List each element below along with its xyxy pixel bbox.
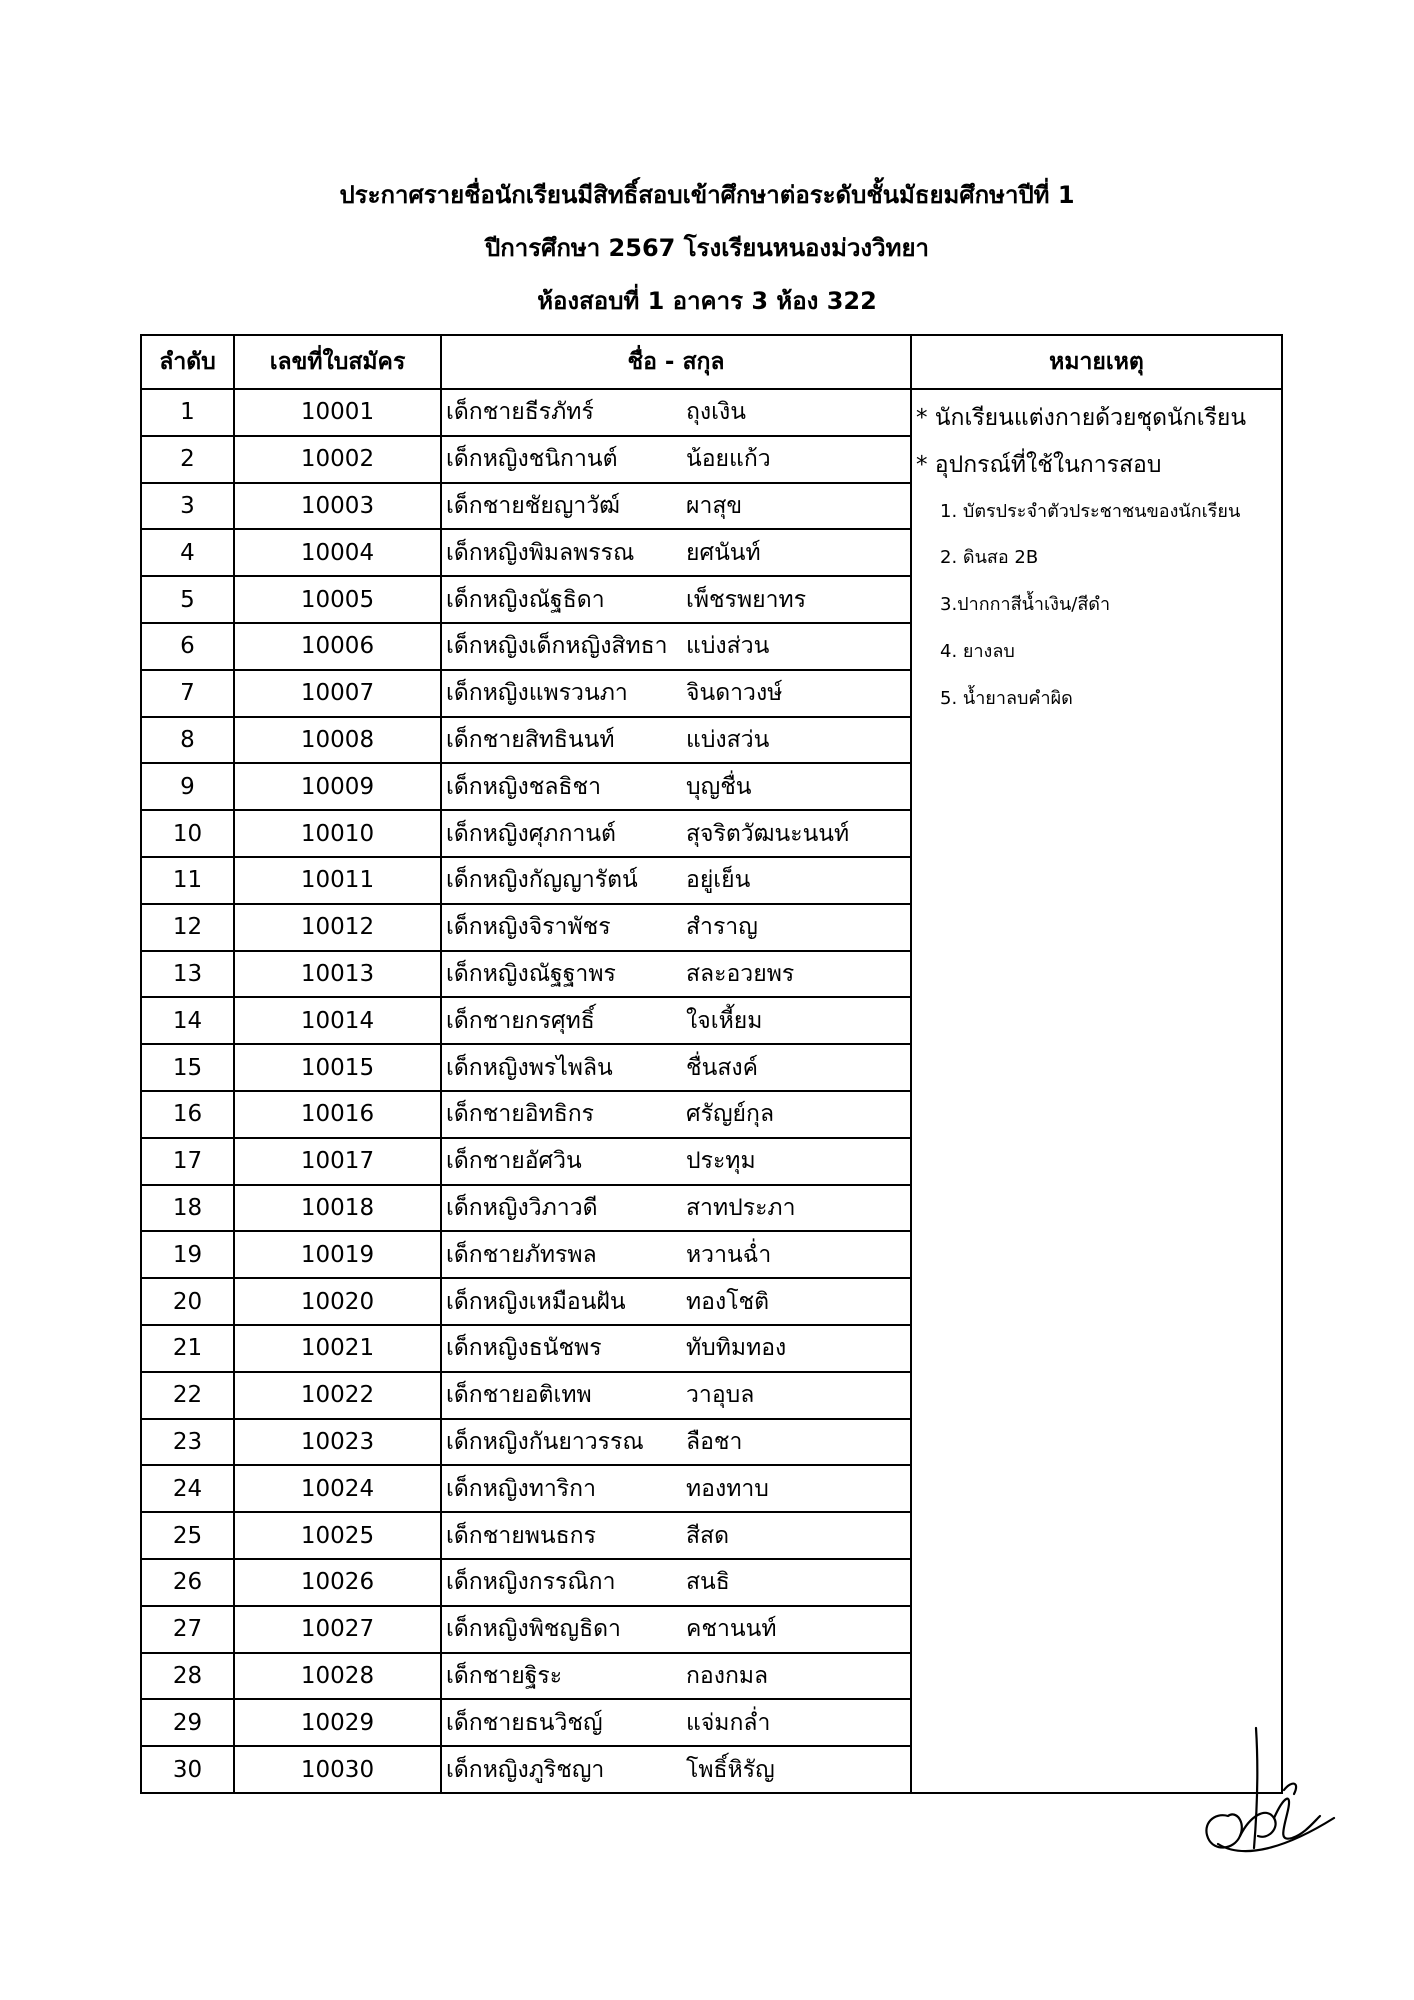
student-last-name: ชื่นสงค์ xyxy=(686,1054,758,1081)
student-first-name: เด็กชายอติเทพ xyxy=(446,1382,592,1409)
student-first-name: เด็กหญิงชนิกานต์ xyxy=(446,446,618,473)
row-order-number: 28 xyxy=(141,1653,234,1700)
row-full-name xyxy=(441,1091,911,1138)
student-first-name: เด็กหญิงทาริกา xyxy=(446,1475,596,1502)
row-application-number: 10004 xyxy=(234,529,441,576)
student-last-name: คชานนท์ xyxy=(686,1616,777,1643)
student-last-name: สาทประภา xyxy=(686,1194,796,1221)
row-application-number: 10024 xyxy=(234,1465,441,1512)
student-last-name: ผาสุข xyxy=(686,492,743,519)
row-order-number: 7 xyxy=(141,670,234,717)
row-full-name xyxy=(441,576,911,623)
row-full-name xyxy=(441,717,911,764)
row-application-number: 10007 xyxy=(234,670,441,717)
row-order-number: 17 xyxy=(141,1138,234,1185)
row-full-name xyxy=(441,1044,911,1091)
row-order-number: 2 xyxy=(141,436,234,483)
student-last-name: สีสด xyxy=(686,1522,730,1549)
remark-equipment-item: 4. ยางลบ xyxy=(940,641,1015,662)
student-last-name: บุญชื่น xyxy=(686,773,752,800)
row-application-number: 10030 xyxy=(234,1746,441,1793)
row-full-name xyxy=(441,951,911,998)
student-last-name: แจ่มกล่ำ xyxy=(686,1709,771,1736)
row-application-number: 10002 xyxy=(234,436,441,483)
student-first-name: เด็กหญิงจิราพัชร xyxy=(446,914,611,941)
row-application-number: 10029 xyxy=(234,1699,441,1746)
row-application-number: 10001 xyxy=(234,389,441,436)
row-full-name xyxy=(441,1325,911,1372)
row-order-number: 4 xyxy=(141,529,234,576)
row-full-name xyxy=(441,904,911,951)
row-order-number: 10 xyxy=(141,810,234,857)
row-full-name xyxy=(441,670,911,717)
student-first-name: เด็กชายสิทธินนท์ xyxy=(446,726,615,753)
student-first-name: เด็กหญิงแพรวนภา xyxy=(446,680,628,707)
remark-equipment-item: 1. บัตรประจำตัวประชาชนของนักเรียน xyxy=(940,500,1241,522)
student-first-name: เด็กหญิงณัฐธิดา xyxy=(446,586,605,613)
student-first-name: เด็กชายอัศวิน xyxy=(446,1148,582,1175)
row-order-number: 6 xyxy=(141,623,234,670)
student-last-name: อยู่เย็น xyxy=(686,867,751,894)
student-last-name: ลือชา xyxy=(686,1428,743,1455)
remark-equipment-item: 2. ดินสอ 2B xyxy=(940,547,1039,569)
row-application-number: 10010 xyxy=(234,810,441,857)
student-last-name: สุจริตวัฒนะนนท์ xyxy=(686,820,850,847)
column-header-remarks: หมายเหตุ xyxy=(911,335,1282,389)
row-order-number: 13 xyxy=(141,951,234,998)
student-last-name: วาอุบล xyxy=(686,1382,755,1409)
student-first-name: เด็กชายชัยญาวัฒ์ xyxy=(446,492,621,519)
row-full-name xyxy=(441,1231,911,1278)
row-application-number: 10009 xyxy=(234,763,441,810)
row-application-number: 10008 xyxy=(234,717,441,764)
student-first-name: เด็กหญิงเหมือนฝัน xyxy=(446,1288,626,1315)
row-full-name xyxy=(441,1465,911,1512)
row-order-number: 9 xyxy=(141,763,234,810)
student-first-name: เด็กชายพนธกร xyxy=(446,1522,596,1549)
row-order-number: 1 xyxy=(141,389,234,436)
remark-equipment-item: 3.ปากกาสีน้ำเงิน/สีดำ xyxy=(940,594,1111,616)
row-full-name xyxy=(441,1606,911,1653)
row-full-name xyxy=(441,1746,911,1793)
student-first-name: เด็กหญิงวิภาวดี xyxy=(446,1194,598,1221)
student-last-name: ถุงเงิน xyxy=(686,399,746,426)
row-order-number: 29 xyxy=(141,1699,234,1746)
row-application-number: 10014 xyxy=(234,997,441,1044)
student-last-name: แบ่งส่วน xyxy=(686,633,770,660)
row-full-name xyxy=(441,1278,911,1325)
row-order-number: 11 xyxy=(141,857,234,904)
row-application-number: 10003 xyxy=(234,483,441,530)
row-application-number: 10005 xyxy=(234,576,441,623)
row-application-number: 10018 xyxy=(234,1185,441,1232)
column-header-order: ลำดับ xyxy=(141,335,234,389)
row-application-number: 10011 xyxy=(234,857,441,904)
student-first-name: เด็กหญิงเด็กหญิงสิทธา xyxy=(446,633,668,660)
student-last-name: สละอวยพร xyxy=(686,960,795,987)
row-full-name xyxy=(441,529,911,576)
student-last-name: ทองโชติ xyxy=(686,1288,770,1315)
student-last-name: กองกมล xyxy=(686,1662,769,1689)
row-full-name xyxy=(441,1372,911,1419)
remark-equipment-item: 5. น้ำยาลบคำผิด xyxy=(940,687,1073,709)
student-first-name: เด็กหญิงศุภกานต์ xyxy=(446,820,616,847)
student-last-name: โพธิ์หิรัญ xyxy=(686,1756,775,1783)
row-full-name xyxy=(441,1559,911,1606)
row-order-number: 23 xyxy=(141,1419,234,1466)
row-order-number: 30 xyxy=(141,1746,234,1793)
student-last-name: หวานฉ่ำ xyxy=(686,1241,772,1268)
table-header-row xyxy=(141,335,1282,389)
row-full-name xyxy=(441,1185,911,1232)
student-last-name: เพ็ชรพยาทร xyxy=(686,586,807,613)
remark-dress-code: * นักเรียนแต่งกายด้วยชุดนักเรียน xyxy=(916,405,1247,431)
row-full-name xyxy=(441,763,911,810)
student-first-name: เด็กหญิงกัญญารัตน์ xyxy=(446,867,638,894)
student-first-name: เด็กชายภัทรพล xyxy=(446,1241,597,1268)
student-first-name: เด็กหญิงกันยาวรรณ xyxy=(446,1428,644,1455)
student-first-name: เด็กหญิงพิชญธิดา xyxy=(446,1616,621,1643)
row-full-name xyxy=(441,436,911,483)
row-order-number: 18 xyxy=(141,1185,234,1232)
student-first-name: เด็กหญิงพรไพลิน xyxy=(446,1054,613,1081)
row-application-number: 10021 xyxy=(234,1325,441,1372)
academic-year-school: ปีการศึกษา 2567 โรงเรียนหนองม่วงวิทยา xyxy=(485,234,929,262)
student-roster-table xyxy=(140,334,1283,1794)
row-order-number: 20 xyxy=(141,1278,234,1325)
student-first-name: เด็กหญิงกรรณิกา xyxy=(446,1569,616,1596)
signature-image xyxy=(1188,1720,1338,1870)
remarks-cell xyxy=(911,389,1282,1793)
row-order-number: 27 xyxy=(141,1606,234,1653)
row-order-number: 15 xyxy=(141,1044,234,1091)
row-order-number: 24 xyxy=(141,1465,234,1512)
student-last-name: น้อยแก้ว xyxy=(686,446,771,473)
row-application-number: 10012 xyxy=(234,904,441,951)
student-first-name: เด็กหญิงภูริชญา xyxy=(446,1756,605,1783)
row-application-number: 10016 xyxy=(234,1091,441,1138)
row-full-name xyxy=(441,1512,911,1559)
row-application-number: 10027 xyxy=(234,1606,441,1653)
column-header-application-number: เลขที่ใบสมัคร xyxy=(234,335,441,389)
student-first-name: เด็กชายอิทธิกร xyxy=(446,1101,595,1128)
student-first-name: เด็กชายฐิระ xyxy=(446,1662,563,1689)
row-order-number: 26 xyxy=(141,1559,234,1606)
row-application-number: 10023 xyxy=(234,1419,441,1466)
column-header-full-name: ชื่อ - สกุล xyxy=(441,335,911,389)
row-order-number: 19 xyxy=(141,1231,234,1278)
row-application-number: 10015 xyxy=(234,1044,441,1091)
row-full-name xyxy=(441,1699,911,1746)
remark-equipment-heading: * อุปกรณ์ที่ใช้ในการสอบ xyxy=(916,451,1162,478)
row-application-number: 10025 xyxy=(234,1512,441,1559)
row-order-number: 5 xyxy=(141,576,234,623)
row-order-number: 25 xyxy=(141,1512,234,1559)
row-full-name xyxy=(441,857,911,904)
row-full-name xyxy=(441,483,911,530)
row-application-number: 10022 xyxy=(234,1372,441,1419)
student-first-name: เด็กหญิงณัฐฐาพร xyxy=(446,960,616,987)
student-last-name: ยศนันท์ xyxy=(686,539,761,566)
row-order-number: 16 xyxy=(141,1091,234,1138)
student-last-name: ทับทิมทอง xyxy=(686,1335,787,1362)
student-last-name: แบ่งสว่น xyxy=(686,726,770,753)
student-first-name: เด็กชายธนวิชญ์ xyxy=(446,1709,603,1736)
row-application-number: 10013 xyxy=(234,951,441,998)
row-full-name xyxy=(441,389,911,436)
student-last-name: จินดาวงษ์ xyxy=(686,680,783,707)
row-full-name xyxy=(441,997,911,1044)
row-order-number: 8 xyxy=(141,717,234,764)
student-first-name: เด็กชายกรศุทธิ์ xyxy=(446,1007,595,1034)
row-full-name xyxy=(441,1653,911,1700)
row-application-number: 10006 xyxy=(234,623,441,670)
row-order-number: 14 xyxy=(141,997,234,1044)
row-application-number: 10017 xyxy=(234,1138,441,1185)
exam-room: ห้องสอบที่ 1 อาคาร 3 ห้อง 322 xyxy=(537,287,877,315)
student-last-name: สำราญ xyxy=(686,914,758,941)
row-full-name xyxy=(441,623,911,670)
row-full-name xyxy=(441,810,911,857)
student-first-name: เด็กชายธีรภัทร์ xyxy=(446,399,594,426)
student-first-name: เด็กหญิงธนัชพร xyxy=(446,1335,602,1362)
student-last-name: ใจเหี้ยม xyxy=(686,1007,763,1034)
student-last-name: สนธิ xyxy=(686,1569,730,1596)
student-first-name: เด็กหญิงพิมลพรรณ xyxy=(446,539,635,566)
row-full-name xyxy=(441,1138,911,1185)
table-row xyxy=(141,389,1282,436)
row-full-name xyxy=(441,1419,911,1466)
row-order-number: 22 xyxy=(141,1372,234,1419)
student-last-name: ศรัญย์กุล xyxy=(686,1101,775,1128)
row-application-number: 10026 xyxy=(234,1559,441,1606)
row-application-number: 10020 xyxy=(234,1278,441,1325)
student-last-name: ทองทาบ xyxy=(686,1475,769,1502)
row-order-number: 12 xyxy=(141,904,234,951)
student-first-name: เด็กหญิงชลธิชา xyxy=(446,773,601,800)
row-order-number: 3 xyxy=(141,483,234,530)
announcement-title: ประกาศรายชื่อนักเรียนมีสิทธิ์สอบเข้าศึกษาต่อระดับชั้นมัธยมศึกษาปีที่ 1 xyxy=(339,181,1075,209)
row-application-number: 10019 xyxy=(234,1231,441,1278)
row-order-number: 21 xyxy=(141,1325,234,1372)
row-application-number: 10028 xyxy=(234,1653,441,1700)
student-last-name: ประทุม xyxy=(686,1148,756,1175)
